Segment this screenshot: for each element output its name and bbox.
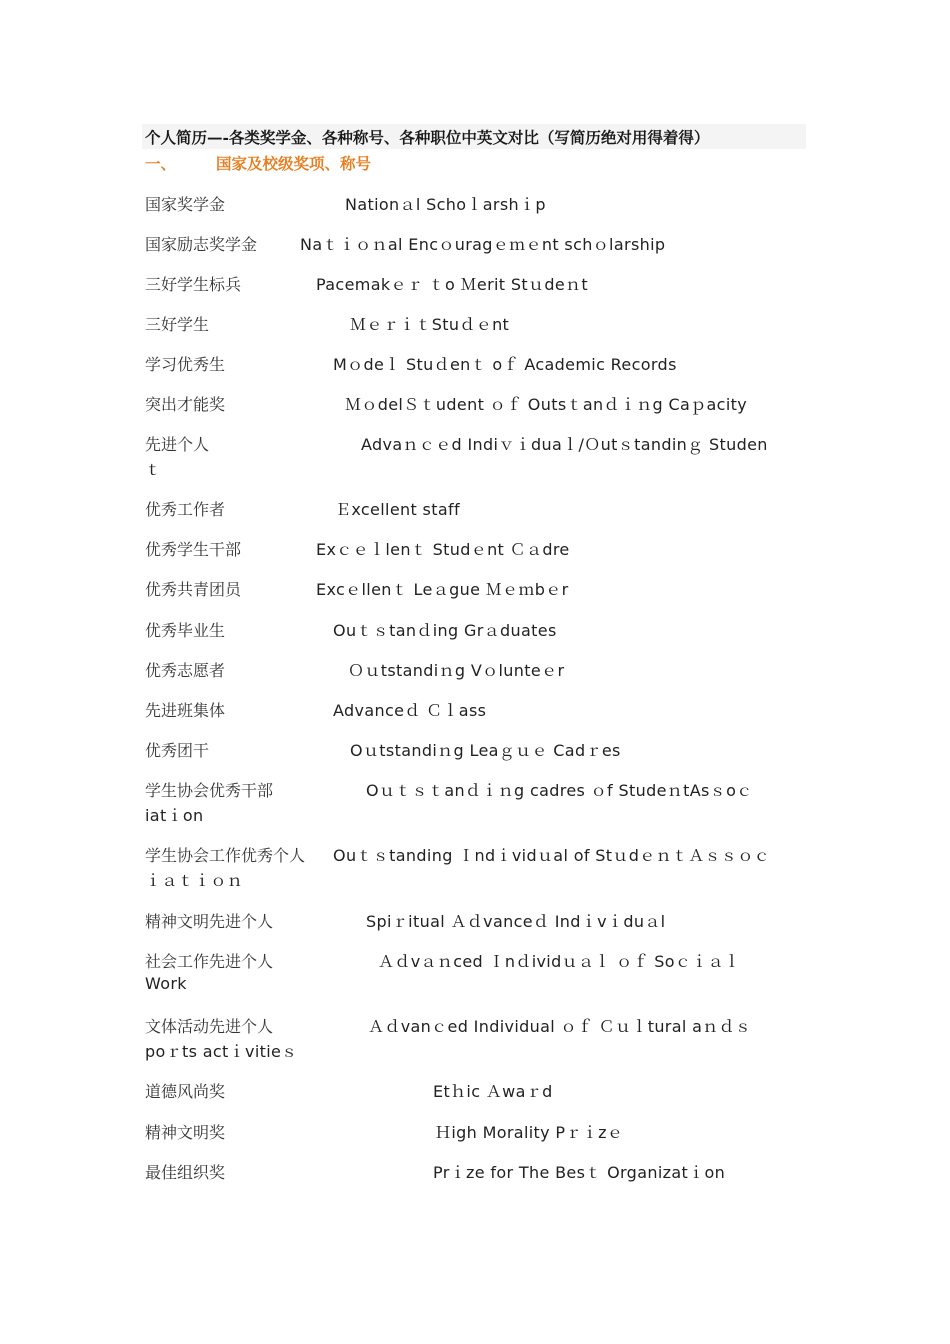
chinese-term: 优秀志愿者 (145, 661, 226, 680)
english-term: Ｅxcellent staff (335, 500, 460, 519)
english-term: Excｅllenｔ Leａgue Ｍｅｍbｅr (316, 580, 569, 599)
english-term-continuation: iatｉon (145, 806, 204, 825)
chinese-term: 优秀共青团员 (145, 580, 242, 599)
english-term: Ａｄvanｃed Individual ｏｆ Ｃｕｌtural aｎｄｓ (368, 1017, 752, 1036)
english-term: Oｕtstandiｎg Leaｇｕｅ Cadｒes (350, 741, 621, 760)
english-term: ＭｅｒｉｔStuｄｅnt (350, 315, 510, 334)
english-term: Pacemakｅｒ ｔo Ｍerit Stｕdeｎt (316, 275, 589, 294)
english-term: Nationａl Schoｌarshｉp (345, 195, 546, 214)
english-term: Exｃｅｌlenｔ Studｅnt Ｃａdre (316, 540, 570, 559)
chinese-term: 优秀毕业生 (145, 621, 226, 640)
chinese-term: 三好学生标兵 (145, 275, 242, 294)
english-term: Ｈigh Morality Pｒｉzｅ (435, 1123, 624, 1142)
list-item (145, 778, 807, 838)
chinese-term: 突出才能奖 (145, 395, 226, 414)
list-item (145, 432, 807, 492)
chinese-term: 社会工作先进个人 (145, 952, 274, 971)
chinese-term: 精神文明先进个人 (145, 912, 274, 931)
section-number: 一、 (145, 154, 177, 173)
chinese-term: 国家奖学金 (145, 195, 226, 214)
chinese-term: 道德风尚奖 (145, 1082, 226, 1101)
chinese-term: 优秀工作者 (145, 500, 226, 519)
chinese-term: 优秀学生干部 (145, 540, 242, 559)
chinese-term: 学生协会工作优秀个人 (145, 846, 306, 865)
document-title: 个人简历—-各类奖学金、各种称号、各种职位中英文对比（写简历绝对用得着得） (145, 128, 710, 147)
chinese-term: 学习优秀生 (145, 355, 226, 374)
chinese-term: 最佳组织奖 (145, 1163, 226, 1182)
list-item (145, 1160, 807, 1220)
english-term: Advaｎｃｅd Indiｖｉduaｌ/Ｏutｓtandinｇ Studen (361, 435, 768, 454)
english-term: Ouｔｓtanｄing Grａduates (333, 621, 557, 640)
english-term: Etｈic Ａwaｒd (433, 1082, 553, 1101)
english-term: Ａｄvａｎced Ｉnｄividｕａｌ ｏｆ Soｃｉａｌ (378, 952, 741, 971)
english-term: Spiｒitual Ａｄvanceｄ Indｉvｉduａl (366, 912, 666, 931)
section-title: 国家及校级奖项、称号 (216, 154, 372, 173)
english-term: ＭｏdelＳｔudent ｏｆ Outsｔanｄｉｎg Caｐacity (345, 395, 748, 414)
chinese-term: 国家励志奖学金 (145, 235, 258, 254)
english-term: Advanceｄ Ｃｌass (333, 701, 487, 720)
list-item (145, 949, 807, 1009)
chinese-term: 先进班集体 (145, 701, 226, 720)
english-term: Mｏdeｌ Stuｄenｔ oｆ Academic Records (333, 355, 677, 374)
chinese-term: 学生协会优秀干部 (145, 781, 274, 800)
chinese-term: 文体活动先进个人 (145, 1017, 274, 1036)
list-item (145, 1014, 807, 1074)
english-term: Naｔｉｏｎal Encｏuragｅｍｅnt schｏlarship (300, 235, 666, 254)
chinese-term: 三好学生 (145, 315, 210, 334)
english-term-continuation: ｔ (145, 460, 162, 479)
english-term: Prｉze for The Besｔ Organizatｉon (433, 1163, 726, 1182)
english-term: Ｏｕtstandiｎg Vｏlunteｅr (348, 661, 565, 680)
english-term: Ouｔｓtanding Ｉndｉvidｕal of StｕdｅｎｔＡｓｓｏｃ (333, 846, 771, 865)
chinese-term: 先进个人 (145, 435, 210, 454)
english-term-continuation: Work (145, 974, 187, 993)
list-item (145, 843, 807, 903)
chinese-term: 优秀团干 (145, 741, 210, 760)
english-term-continuation: ｉａｔｉｏｎ (145, 871, 244, 890)
chinese-term: 精神文明奖 (145, 1123, 226, 1142)
english-term: Oｕｔｓｔanｄｉｎg cadres ｏf StudeｎtAsｓoｃ (366, 781, 753, 800)
english-term-continuation: poｒts actｉvitieｓ (145, 1042, 298, 1061)
